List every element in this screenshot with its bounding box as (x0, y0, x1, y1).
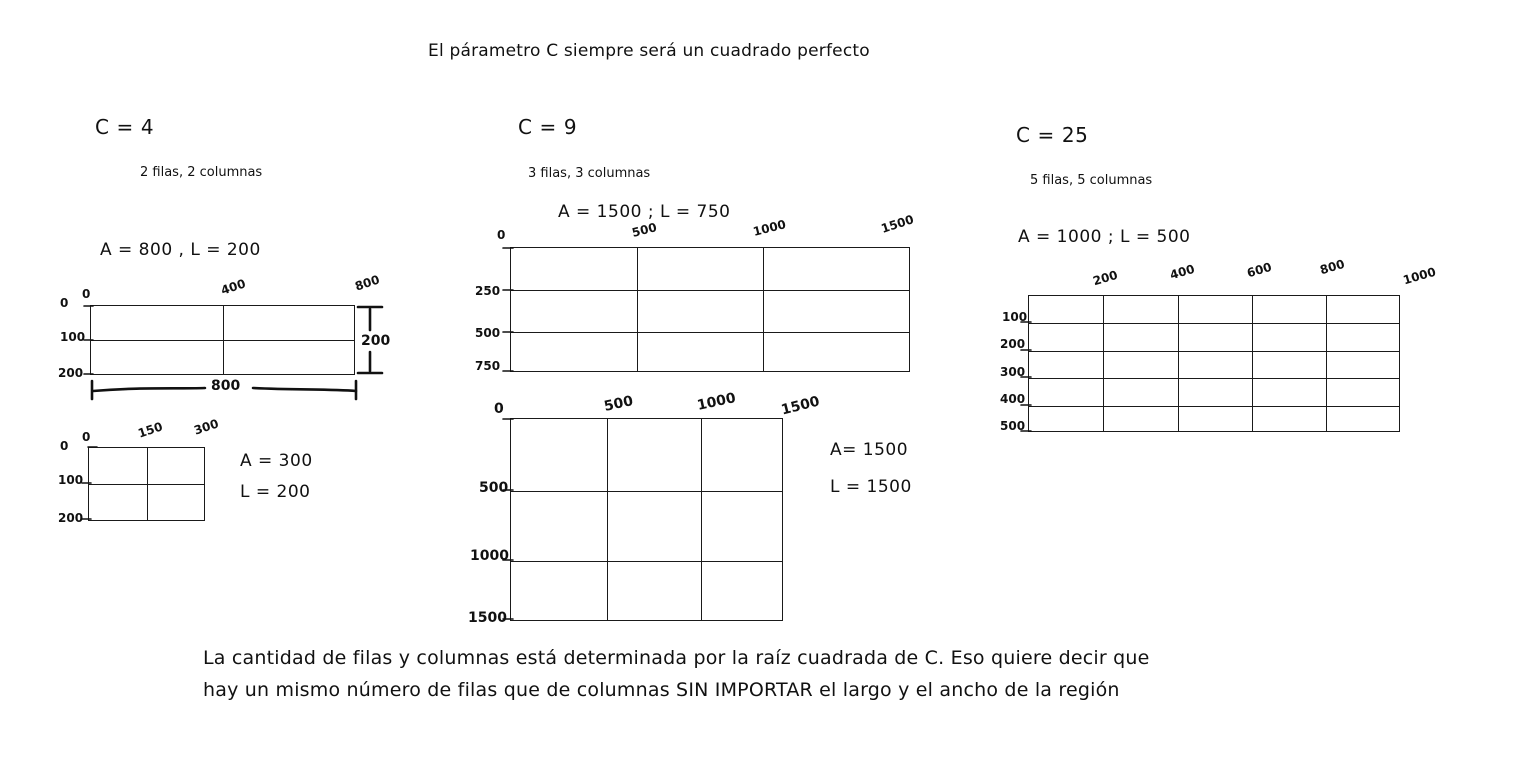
tick-x-c9-ex2-0: 0 (494, 401, 504, 417)
section-sub-c9: 3 filas, 3 columnas (528, 166, 651, 181)
annotation-c9-ex1: A = 1500 ; L = 750 (558, 202, 731, 222)
tick-x-c9-ex2-2: 1000 (695, 390, 738, 414)
annotation-c25-ex1: A = 1000 ; L = 500 (1018, 227, 1191, 247)
grid-line-horizontal (511, 491, 782, 492)
grid-line-horizontal (511, 332, 909, 333)
tick-y-c4-ex2-2: 200 (58, 511, 84, 525)
tick-x-c25-4: 1000 (1401, 264, 1438, 288)
grid-line-horizontal (511, 561, 782, 562)
tick-x-c9-ex1-3: 1500 (879, 212, 916, 236)
grid-line-vertical (1178, 296, 1179, 431)
section-sub-c25: 5 filas, 5 columnas (1030, 173, 1153, 188)
tick-x-c4-ex2-0: 0 (82, 430, 91, 444)
grid-line-horizontal (91, 340, 354, 341)
tick-y-c4-ex1-0: 0 (60, 296, 69, 310)
grid-c9-ex1 (510, 247, 910, 372)
tick-x-c4-ex1-1: 400 (219, 276, 248, 298)
tick-x-c9-ex2-3: 1500 (779, 393, 822, 419)
tick-y-c25-0: 100 (1002, 310, 1028, 324)
grid-line-vertical (637, 248, 638, 371)
footer-line-1: La cantidad de filas y columnas está determinada por la raíz cuadrada de C. Eso quiere decir que (203, 647, 1150, 669)
tick-y-c25-2: 300 (1000, 365, 1026, 379)
annotation-c9-ex2-line1: A= 1500 (830, 440, 909, 460)
tick-x-c25-0: 200 (1091, 267, 1120, 289)
tick-x-c4-ex1-2: 800 (353, 272, 382, 294)
grid-line-horizontal (89, 484, 204, 485)
grid-c25-ex1 (1028, 295, 1400, 432)
grid-line-vertical (701, 419, 702, 620)
tick-y-c9-ex2-2: 1000 (470, 548, 509, 564)
annotation-c4-ex1: A = 800 , L = 200 (100, 240, 261, 260)
tick-x-c25-2: 600 (1245, 259, 1274, 281)
tick-y-c9-ex2-1: 500 (479, 480, 509, 496)
annotation-c9-ex2-line2: L = 1500 (830, 477, 912, 497)
tick-x-c25-1: 400 (1168, 261, 1197, 283)
grid-line-vertical (607, 419, 608, 620)
footer-line-2: hay un mismo número de filas que de columnas SIN IMPORTAR el largo y el ancho de la región (203, 679, 1120, 701)
tick-x-c9-ex2-1: 500 (602, 393, 635, 415)
tick-x-c4-ex1-0: 0 (82, 287, 91, 301)
section-sub-c4: 2 filas, 2 columnas (140, 165, 263, 180)
grid-line-horizontal (511, 290, 909, 291)
grid-line-vertical (763, 248, 764, 371)
grid-line-vertical (1252, 296, 1253, 431)
tick-x-c9-ex1-0: 0 (497, 228, 506, 242)
grid-c9-ex2 (510, 418, 783, 621)
tick-y-c25-3: 400 (1000, 392, 1026, 406)
grid-line-horizontal (1029, 378, 1399, 379)
measure-height-c4-ex1: 200 (361, 333, 391, 349)
grid-line-horizontal (1029, 351, 1399, 352)
grid-line-horizontal (1029, 406, 1399, 407)
tick-x-c9-ex1-2: 1000 (751, 217, 788, 239)
annotation-c4-ex2-line2: L = 200 (240, 482, 311, 502)
tick-y-c25-4: 500 (1000, 419, 1026, 433)
tick-y-c9-ex1-2: 500 (475, 326, 501, 340)
grid-line-vertical (1326, 296, 1327, 431)
grid-line-vertical (1103, 296, 1104, 431)
section-heading-c25: C = 25 (1016, 123, 1089, 147)
tick-y-c4-ex2-0: 0 (60, 439, 69, 453)
tick-y-c25-1: 200 (1000, 337, 1026, 351)
section-heading-c9: C = 9 (518, 115, 578, 139)
tick-y-c4-ex1-2: 200 (58, 366, 84, 380)
annotation-c4-ex2-line1: A = 300 (240, 451, 313, 471)
grid-c4-ex1 (90, 305, 355, 375)
tick-y-c4-ex1-1: 100 (60, 330, 86, 344)
tick-x-c9-ex1-1: 500 (630, 220, 659, 240)
tick-x-c4-ex2-1: 150 (136, 419, 165, 441)
tick-x-c25-3: 800 (1318, 256, 1347, 278)
tick-y-c9-ex1-1: 250 (475, 284, 501, 298)
tick-y-c4-ex2-1: 100 (58, 473, 84, 487)
section-heading-c4: C = 4 (95, 115, 155, 139)
page-title: El párametro C siempre será un cuadrado perfecto (428, 41, 870, 61)
tick-y-c9-ex2-3: 1500 (468, 610, 507, 626)
grid-line-horizontal (1029, 323, 1399, 324)
tick-x-c4-ex2-2: 300 (192, 416, 221, 438)
tick-y-c9-ex1-3: 750 (475, 359, 501, 373)
measure-width-c4-ex1: 800 (211, 378, 241, 394)
grid-c4-ex2 (88, 447, 205, 521)
